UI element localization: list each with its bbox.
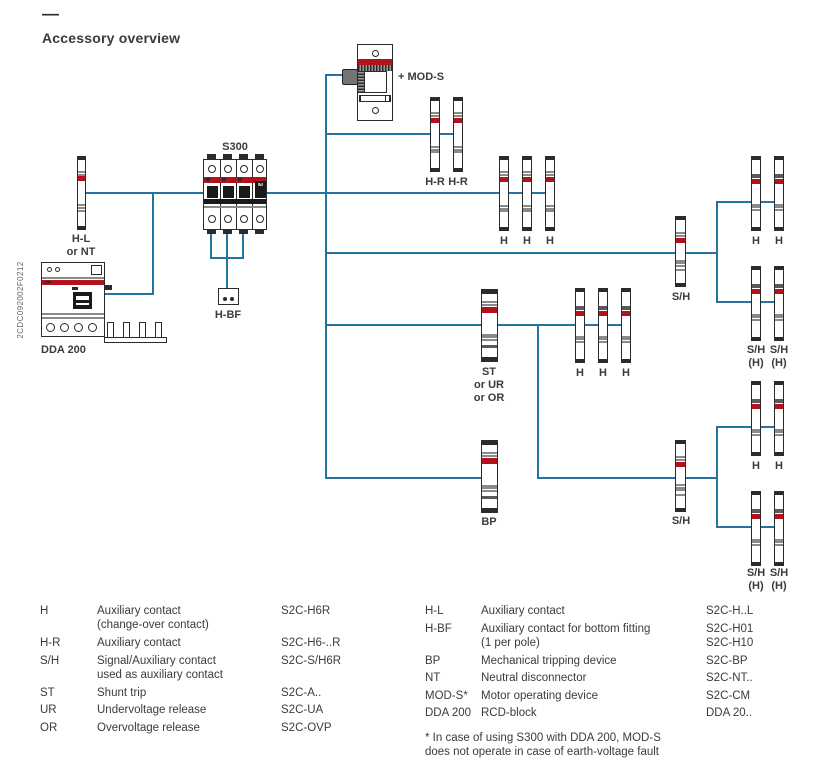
device-label: H xyxy=(599,367,607,379)
diagram-part xyxy=(454,151,462,153)
diagram-part xyxy=(523,157,531,160)
legend-desc: Motor operating device xyxy=(481,690,598,702)
legend-abbr: MOD-S* xyxy=(425,690,468,702)
diagram-part xyxy=(454,146,462,148)
legend-abbr: UR xyxy=(40,704,57,716)
diagram-part xyxy=(78,171,85,173)
legend-code: S2C-H01 xyxy=(706,623,754,635)
legend-desc: Undervoltage release xyxy=(97,704,207,716)
diagram-part xyxy=(482,357,497,361)
diagram-part xyxy=(224,165,232,173)
diagram-part xyxy=(482,290,497,294)
diagram-part xyxy=(622,359,630,362)
device-label: or UR xyxy=(474,379,504,391)
device-label: H xyxy=(622,367,630,379)
diagram-part xyxy=(752,176,760,178)
diagram-part xyxy=(431,146,439,148)
device-label: H xyxy=(546,235,554,247)
diagram-part xyxy=(482,455,497,457)
diagram-part xyxy=(206,178,210,181)
device-label: S/H xyxy=(746,567,766,579)
device-label: H-R xyxy=(425,176,445,188)
page-title: Accessory overview xyxy=(42,30,181,46)
h-contact xyxy=(545,156,555,231)
rcd-switch xyxy=(73,292,92,309)
diagram-part xyxy=(676,494,685,496)
diagram-part xyxy=(220,160,221,229)
legend-code: S2C-H..L xyxy=(706,605,754,617)
wire xyxy=(104,193,153,294)
diagram-part xyxy=(676,265,685,267)
diagram-part xyxy=(42,280,104,285)
legend-desc: Shunt trip xyxy=(97,687,147,699)
diagram-part xyxy=(482,336,497,338)
diagram-part xyxy=(500,174,508,176)
diagram-part xyxy=(223,297,227,301)
diagram-part xyxy=(599,308,607,310)
diagram-part xyxy=(752,316,760,318)
diagram-part xyxy=(775,434,783,436)
diagram-part xyxy=(482,508,497,512)
legend-code: S2C-S/H6R xyxy=(281,655,342,667)
bp-tripping-device xyxy=(481,440,498,513)
legend-desc: Auxiliary contact for bottom fitting xyxy=(481,623,651,635)
legend-desc: (change-over contact) xyxy=(97,619,209,631)
diagram-part xyxy=(775,289,783,294)
diagram-part xyxy=(752,179,760,184)
diagram-part xyxy=(482,458,497,464)
device-label: H xyxy=(775,235,783,247)
device-label: (H) xyxy=(748,357,764,369)
diagram-part xyxy=(500,177,508,182)
diagram-part xyxy=(431,112,439,114)
legend-desc: (1 per pole) xyxy=(481,637,540,649)
st-ur-or-release xyxy=(481,289,498,362)
diagram-part xyxy=(752,492,760,495)
diagram-part xyxy=(775,157,783,160)
diagram-part xyxy=(47,267,52,272)
diagram-part xyxy=(482,307,497,313)
legend-desc: Overvoltage release xyxy=(97,722,200,734)
diagram-part xyxy=(238,178,242,181)
diagram-part xyxy=(91,265,102,275)
diagram-part xyxy=(256,215,264,223)
diagram-part xyxy=(775,319,783,321)
diagram-part xyxy=(500,157,508,160)
legend-code: S2C-H10 xyxy=(706,637,754,649)
legend-abbr: BP xyxy=(425,655,441,667)
diagram-part xyxy=(224,215,232,223)
diagram-part xyxy=(105,285,112,290)
h-bf-contact xyxy=(218,288,239,305)
legend-abbr: OR xyxy=(40,722,58,734)
diagram-part xyxy=(576,311,584,316)
diagram-part xyxy=(431,151,439,153)
diagram-part xyxy=(752,337,760,340)
document-code: 2CDC092002F0212 xyxy=(16,261,25,339)
diagram-part xyxy=(482,304,497,306)
device-label: S/H xyxy=(769,567,789,579)
diagram-part xyxy=(78,157,85,160)
diagram-part xyxy=(752,289,760,294)
diagram-part xyxy=(431,115,439,117)
legend-code: S2C-CM xyxy=(706,690,751,702)
diagram-part xyxy=(523,227,531,230)
diagram-part xyxy=(482,487,497,489)
legend-desc: Neutral disconnector xyxy=(481,672,587,684)
diagram-part xyxy=(676,441,685,444)
legend-code: DDA 20.. xyxy=(706,707,753,719)
diagram-part xyxy=(775,286,783,288)
diagram-part xyxy=(76,296,89,300)
legend-code: S2C-OVP xyxy=(281,722,332,734)
diagram-part xyxy=(204,206,266,208)
diagram-part xyxy=(676,508,685,511)
device-label: H-R xyxy=(448,176,468,188)
legend-desc: Mechanical tripping device xyxy=(481,655,617,667)
diagram-part xyxy=(256,165,264,173)
legend-code: S2C-H6-..R xyxy=(281,637,341,649)
diagram-part xyxy=(775,452,783,455)
diagram-part xyxy=(46,323,55,332)
diagram-part xyxy=(204,199,266,204)
diagram-part xyxy=(622,308,630,310)
diagram-part xyxy=(454,115,462,117)
diagram-part xyxy=(775,179,783,184)
h-contact xyxy=(751,156,761,231)
diagram-part xyxy=(454,112,462,114)
diagram-part xyxy=(622,289,630,292)
diagram-part xyxy=(752,541,760,543)
diagram-part xyxy=(676,269,685,271)
diagram-part xyxy=(223,186,234,198)
diagram-part xyxy=(752,514,760,519)
diagram-part xyxy=(676,217,685,220)
diagram-part xyxy=(222,178,226,181)
device-label: (H) xyxy=(748,580,764,592)
diagram-part xyxy=(752,286,760,288)
diagram-part xyxy=(599,341,607,343)
legend-desc: RCD-block xyxy=(481,707,537,719)
diagram-part xyxy=(239,186,250,198)
footnote-line: does not operate in case of earth-voltage fault xyxy=(425,746,659,758)
device-label: + MOD-S xyxy=(398,71,445,83)
h-r-contact xyxy=(453,97,463,172)
legend-abbr: H-R xyxy=(40,637,61,649)
diagram-part xyxy=(208,215,216,223)
diagram-part xyxy=(775,541,783,543)
diagram-part xyxy=(775,206,783,208)
diagram-part xyxy=(482,490,497,492)
diagram-part xyxy=(622,338,630,340)
diagram-part xyxy=(546,227,554,230)
diagram-part xyxy=(775,316,783,318)
diagram-part xyxy=(78,226,85,229)
legend-desc: Auxiliary contact xyxy=(97,637,181,649)
diagram-part xyxy=(372,50,379,57)
diagram-part xyxy=(576,359,584,362)
diagram-part xyxy=(775,544,783,546)
diagram-part xyxy=(775,267,783,270)
diagram-part xyxy=(208,165,216,173)
diagram-part xyxy=(752,511,760,513)
diagram-part xyxy=(78,176,85,181)
diagram-part xyxy=(599,289,607,292)
diagram-part xyxy=(203,159,267,230)
diagram-part xyxy=(523,210,531,212)
diagram-part xyxy=(775,511,783,513)
h-contact xyxy=(621,288,631,363)
s-h-h-contact xyxy=(751,491,761,566)
legend-code: S2C-A.. xyxy=(281,687,322,699)
diagram-part xyxy=(752,452,760,455)
device-label: DDA 200 xyxy=(41,344,86,356)
diagram-part xyxy=(576,289,584,292)
legend-abbr: NT xyxy=(425,672,441,684)
diagram-part xyxy=(775,431,783,433)
mod-s-window xyxy=(364,71,387,93)
diagram-part xyxy=(431,168,439,171)
diagram-part xyxy=(775,404,783,409)
diagram-part xyxy=(523,205,531,207)
diagram-part xyxy=(482,452,497,454)
device-label: ST xyxy=(481,366,497,378)
diagram-part xyxy=(523,174,531,176)
diagram-part xyxy=(676,456,685,458)
diagram-part xyxy=(752,544,760,546)
h-contact xyxy=(575,288,585,363)
diagram-part xyxy=(78,207,85,209)
device-label: H-BF xyxy=(214,309,242,321)
legend-desc: Auxiliary contact xyxy=(481,605,565,617)
h-contact xyxy=(522,156,532,231)
diagram-part xyxy=(752,157,760,160)
diagram-part xyxy=(676,235,685,237)
diagram-part xyxy=(78,204,85,206)
device-label: (H) xyxy=(771,580,787,592)
diagram-part xyxy=(42,313,104,315)
diagram-part xyxy=(523,177,531,182)
diagram-part xyxy=(546,205,554,207)
diagram-part xyxy=(88,323,97,332)
diagram-part xyxy=(523,171,531,173)
device-label: S300 xyxy=(222,141,248,153)
diagram-part xyxy=(676,232,685,234)
diagram-part xyxy=(482,441,497,445)
diagram-part xyxy=(500,227,508,230)
diagram-part xyxy=(431,118,439,123)
diagram-part xyxy=(752,319,760,321)
h-contact xyxy=(774,156,784,231)
diagram-part xyxy=(622,311,630,316)
mod-s-connector xyxy=(342,69,358,85)
diagram-part xyxy=(357,44,393,121)
h-contact xyxy=(774,381,784,456)
diagram-part xyxy=(55,267,60,272)
diagram-part xyxy=(236,160,237,229)
diagram-part xyxy=(676,489,685,491)
diagram-part xyxy=(454,118,462,123)
diagram-part xyxy=(42,317,104,319)
title-dash: — xyxy=(42,4,59,23)
diagram-part xyxy=(359,96,361,101)
h-contact xyxy=(598,288,608,363)
diagram-part xyxy=(546,174,554,176)
diagram-part xyxy=(76,303,89,305)
diagram-part xyxy=(454,168,462,171)
device-label: or OR xyxy=(473,392,505,404)
device-label: H xyxy=(752,460,760,472)
legend-desc: Auxiliary contact xyxy=(97,605,181,617)
legend-abbr: H-BF xyxy=(425,623,452,635)
h-contact xyxy=(751,381,761,456)
diagram-part xyxy=(676,462,685,467)
diagram-part xyxy=(500,171,508,173)
diagram-part xyxy=(752,382,760,385)
diagram-part xyxy=(752,434,760,436)
diagram-part xyxy=(576,308,584,310)
diagram-part xyxy=(775,337,783,340)
diagram-part xyxy=(676,484,685,486)
diagram-part xyxy=(752,227,760,230)
diagram-part xyxy=(45,281,51,283)
diagram-part xyxy=(752,431,760,433)
device-label: S/H xyxy=(671,291,691,303)
device-label: (H) xyxy=(771,357,787,369)
diagram-part xyxy=(775,382,783,385)
diagram-part xyxy=(41,262,105,337)
legend-abbr: H xyxy=(40,605,49,617)
legend-desc: used as auxiliary contact xyxy=(97,669,223,681)
diagram-part xyxy=(500,210,508,212)
device-label: S/H xyxy=(769,344,789,356)
s-h-h-contact xyxy=(751,266,761,341)
footnote-line: * In case of using S300 with DDA 200, MOD-S xyxy=(425,732,661,744)
test-eye-mark xyxy=(72,287,78,290)
diagram-part xyxy=(252,160,253,229)
diagram-part xyxy=(500,205,508,207)
diagram-part xyxy=(482,339,497,341)
diagram-part xyxy=(676,283,685,286)
diagram-part xyxy=(752,206,760,208)
legend-abbr: ST xyxy=(40,687,55,699)
diagram-part xyxy=(599,311,607,316)
device-label: H xyxy=(523,235,531,247)
h-l-contact xyxy=(77,156,86,230)
device-label: H xyxy=(576,367,584,379)
diagram-part xyxy=(359,95,391,102)
diagram-part xyxy=(546,210,554,212)
s-h-contact xyxy=(675,216,686,287)
diagram-part xyxy=(255,186,266,198)
diagram-part xyxy=(775,227,783,230)
diagram-part xyxy=(775,514,783,519)
diagram-part xyxy=(372,107,379,114)
legend-code: S2C-UA xyxy=(281,704,324,716)
h-r-contact xyxy=(430,97,440,172)
s-h-contact xyxy=(675,440,686,512)
legend-code: S2C-BP xyxy=(706,655,748,667)
legend-abbr: DDA 200 xyxy=(425,707,472,719)
diagram-part xyxy=(431,98,439,101)
device-label: H-L xyxy=(71,233,91,245)
diagram-part xyxy=(74,323,83,332)
diagram-part xyxy=(775,401,783,403)
diagram-part xyxy=(42,277,104,279)
diagram-part xyxy=(676,262,685,264)
diagram-part xyxy=(78,210,85,212)
diagram-part xyxy=(240,215,248,223)
diagram-part xyxy=(454,98,462,101)
diagram-part xyxy=(482,301,497,303)
diagram-part xyxy=(676,238,685,243)
legend-abbr: H-L xyxy=(425,605,444,617)
busbar-pin xyxy=(155,322,162,338)
legend-abbr: S/H xyxy=(40,655,60,667)
legend-code: S2C-NT.. xyxy=(706,672,753,684)
device-label: S/H xyxy=(671,515,691,527)
diagram-part xyxy=(546,177,554,182)
diagram-part xyxy=(752,404,760,409)
diagram-part xyxy=(752,267,760,270)
legend-desc: Signal/Auxiliary contact xyxy=(97,655,216,667)
diagram-part xyxy=(546,157,554,160)
s-h-h-contact xyxy=(774,491,784,566)
diagram-part xyxy=(599,359,607,362)
diagram-part xyxy=(389,96,391,101)
device-label: or NT xyxy=(66,246,96,258)
diagram-part xyxy=(60,323,69,332)
diagram-part xyxy=(240,165,248,173)
device-label: H xyxy=(752,235,760,247)
diagram-part xyxy=(775,176,783,178)
diagram-part xyxy=(752,401,760,403)
busbar-plate xyxy=(104,337,167,343)
busbar-pin xyxy=(107,322,114,338)
diagram-part xyxy=(546,171,554,173)
diagram-part xyxy=(482,345,497,348)
device-label: S/H xyxy=(746,344,766,356)
diagram-part xyxy=(207,186,218,198)
diagram-part xyxy=(775,562,783,565)
diagram-part xyxy=(622,341,630,343)
diagram-part xyxy=(576,338,584,340)
diagram-part xyxy=(752,209,760,211)
diagram-part xyxy=(676,459,685,461)
diagram-part xyxy=(230,297,234,301)
diagram-part xyxy=(385,96,387,101)
diagram-part xyxy=(482,496,497,499)
device-label: H xyxy=(500,235,508,247)
busbar-pin xyxy=(139,322,146,338)
device-label: BP xyxy=(481,516,497,528)
busbar-pin xyxy=(123,322,130,338)
s-h-h-contact xyxy=(774,266,784,341)
h-contact xyxy=(499,156,509,231)
legend-code: S2C-H6R xyxy=(281,605,331,617)
device-label: H xyxy=(775,460,783,472)
diagram-part xyxy=(576,341,584,343)
diagram-part xyxy=(752,562,760,565)
diagram-part xyxy=(775,209,783,211)
diagram-part xyxy=(775,492,783,495)
diagram-part xyxy=(599,338,607,340)
